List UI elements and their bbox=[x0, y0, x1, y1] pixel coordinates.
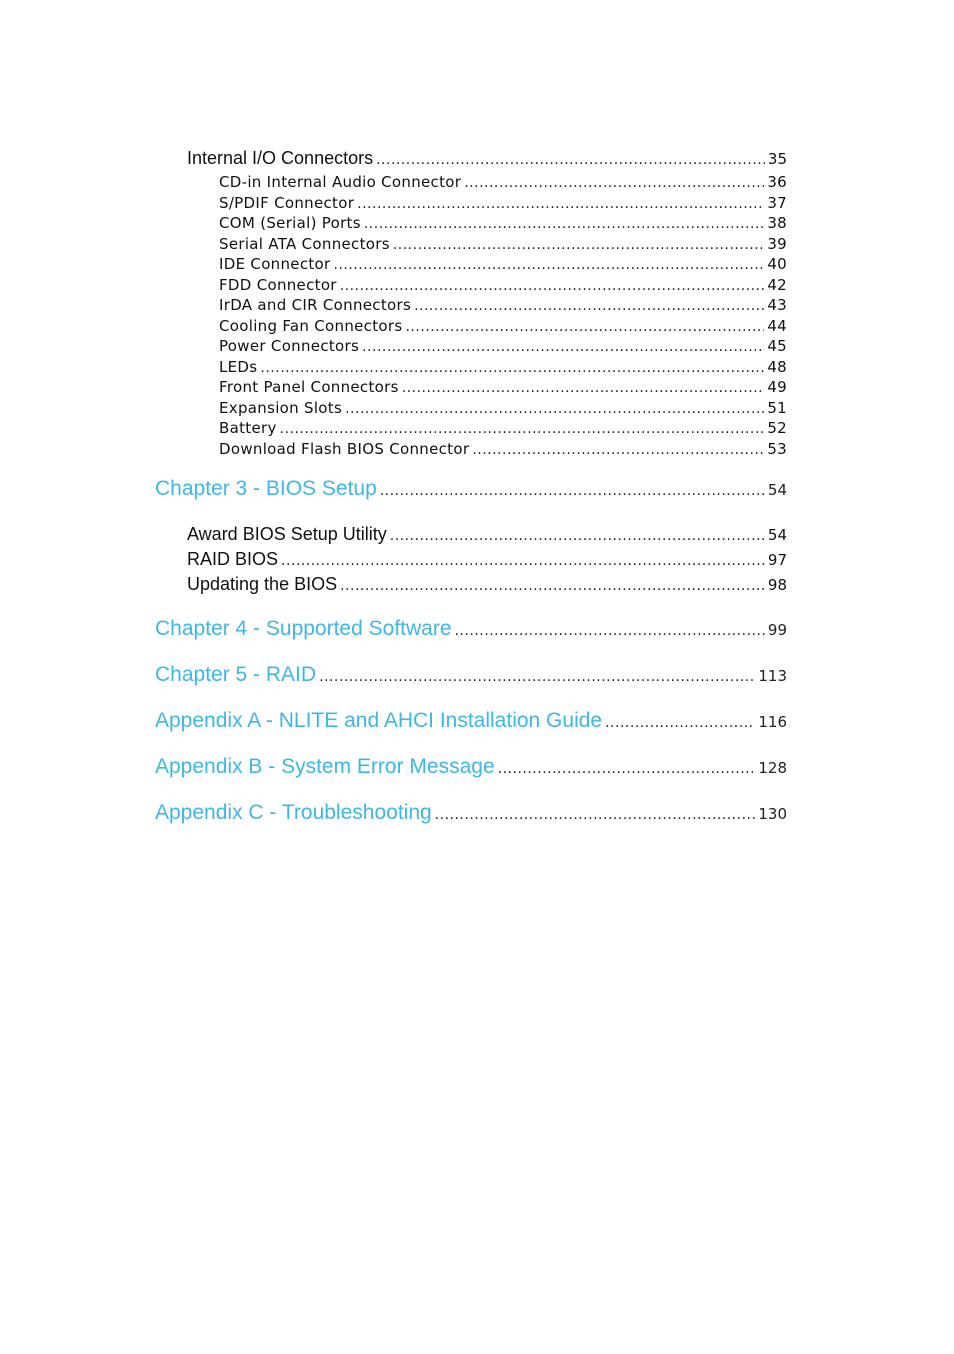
dot-leader bbox=[260, 360, 764, 376]
toc-subentry[interactable] bbox=[155, 276, 787, 297]
dot-leader bbox=[362, 339, 764, 355]
toc-page-number: 45 bbox=[767, 337, 787, 355]
toc-page-number: 38 bbox=[767, 214, 787, 232]
toc-chapter-5[interactable] bbox=[155, 663, 787, 693]
dot-leader bbox=[498, 761, 756, 777]
toc-page-number: 37 bbox=[767, 193, 787, 212]
toc-page-number: 40 bbox=[767, 255, 787, 273]
toc-page-number: 48 bbox=[767, 357, 787, 376]
toc-subentry[interactable] bbox=[155, 235, 787, 256]
toc-page-number: 42 bbox=[767, 275, 787, 294]
dot-leader bbox=[455, 623, 765, 639]
toc-subentry-label: FDD Connector bbox=[219, 275, 337, 294]
toc-chapter-4[interactable] bbox=[155, 617, 787, 647]
toc-page-number: 54 bbox=[767, 481, 787, 499]
toc-page-number: 53 bbox=[767, 439, 787, 458]
toc-chapter-3[interactable] bbox=[155, 477, 787, 507]
toc-page-number: 51 bbox=[767, 398, 787, 417]
toc-chapter-label: Chapter 3 - BIOS Setup bbox=[155, 477, 377, 500]
toc-subentry[interactable] bbox=[155, 440, 787, 461]
dot-leader bbox=[357, 196, 764, 212]
toc-subentry-label: Download Flash BIOS Connector bbox=[219, 439, 470, 458]
dot-leader bbox=[319, 669, 755, 685]
toc-subentry[interactable] bbox=[155, 378, 787, 399]
toc-page-number: 130 bbox=[758, 805, 787, 823]
toc-subentry[interactable] bbox=[155, 173, 787, 194]
toc-subentry-label: Expansion Slots bbox=[219, 398, 343, 417]
toc-subentry[interactable] bbox=[155, 214, 787, 235]
toc-subentry-label: IrDA and CIR Connectors bbox=[219, 296, 412, 314]
dot-leader bbox=[393, 237, 764, 253]
dot-leader bbox=[340, 578, 765, 594]
dot-leader bbox=[334, 257, 765, 273]
toc-appendix-label: Appendix B - System Error Message bbox=[155, 755, 495, 778]
toc-chapter-label: Chapter 5 - RAID bbox=[155, 663, 317, 686]
toc-entry-label: Updating the BIOS bbox=[187, 574, 338, 594]
toc-subentry[interactable] bbox=[155, 419, 787, 440]
dot-leader bbox=[345, 401, 764, 417]
toc-appendix-a[interactable] bbox=[155, 709, 787, 739]
toc-entry-label: Internal I/O Connectors bbox=[187, 148, 374, 168]
table-of-contents bbox=[155, 148, 787, 831]
toc-subentry[interactable] bbox=[155, 317, 787, 338]
dot-leader bbox=[605, 715, 755, 731]
toc-entry[interactable] bbox=[155, 574, 787, 599]
toc-subentry-label: Power Connectors bbox=[219, 337, 360, 355]
toc-entry-label: Award BIOS Setup Utility bbox=[187, 524, 387, 544]
dot-leader bbox=[435, 807, 756, 823]
toc-page-number: 98 bbox=[767, 576, 787, 594]
toc-page-number: 52 bbox=[767, 419, 787, 437]
toc-appendix-b[interactable] bbox=[155, 755, 787, 785]
dot-leader bbox=[380, 483, 765, 499]
toc-subentry[interactable] bbox=[155, 296, 787, 317]
toc-subentry-label: Battery bbox=[219, 419, 277, 437]
toc-subentry-label: LEDs bbox=[219, 357, 258, 376]
toc-subentry[interactable] bbox=[155, 358, 787, 379]
toc-subentry[interactable] bbox=[155, 255, 787, 276]
toc-subentry-label: S/PDIF Connector bbox=[219, 193, 355, 212]
toc-subentry[interactable] bbox=[155, 337, 787, 358]
toc-subentry-label: CD-in Internal Audio Connector bbox=[219, 173, 462, 191]
toc-subentry[interactable] bbox=[155, 399, 787, 420]
dot-leader bbox=[402, 380, 765, 396]
dot-leader bbox=[472, 442, 764, 458]
toc-subentry-label: COM (Serial) Ports bbox=[219, 214, 361, 232]
toc-entry-internal-io[interactable] bbox=[155, 148, 787, 173]
toc-page-number: 36 bbox=[767, 173, 787, 191]
toc-subentry[interactable] bbox=[155, 194, 787, 215]
toc-subentry-label: IDE Connector bbox=[219, 255, 331, 273]
dot-leader bbox=[280, 421, 765, 437]
toc-page-number: 97 bbox=[767, 551, 787, 569]
dot-leader bbox=[390, 528, 765, 544]
toc-page-number: 128 bbox=[758, 759, 787, 777]
toc-entry[interactable] bbox=[155, 549, 787, 574]
toc-appendix-label: Appendix C - Troubleshooting bbox=[155, 801, 432, 824]
dot-leader bbox=[376, 152, 765, 168]
toc-subentry-label: Cooling Fan Connectors bbox=[219, 316, 403, 335]
toc-subentry-label: Serial ATA Connectors bbox=[219, 234, 390, 253]
toc-page-number: 54 bbox=[767, 526, 787, 544]
toc-page-number: 49 bbox=[767, 378, 787, 396]
toc-chapter-label: Chapter 4 - Supported Software bbox=[155, 617, 452, 640]
toc-appendix-c[interactable] bbox=[155, 801, 787, 831]
toc-entry[interactable] bbox=[155, 524, 787, 549]
dot-leader bbox=[414, 298, 764, 314]
toc-page-number: 44 bbox=[767, 316, 787, 335]
toc-subentry-label: Front Panel Connectors bbox=[219, 378, 399, 396]
toc-page-number: 113 bbox=[758, 667, 787, 685]
toc-page-number: 43 bbox=[767, 296, 787, 314]
dot-leader bbox=[464, 175, 764, 191]
toc-page-number: 39 bbox=[767, 234, 787, 253]
toc-page-number: 35 bbox=[767, 150, 787, 168]
toc-entry-label: RAID BIOS bbox=[187, 549, 279, 569]
dot-leader bbox=[340, 278, 765, 294]
toc-appendix-label: Appendix A - NLITE and AHCI Installation Guide bbox=[155, 709, 603, 732]
dot-leader bbox=[281, 553, 765, 569]
dot-leader bbox=[405, 319, 764, 335]
dot-leader bbox=[364, 216, 764, 232]
toc-page-number: 99 bbox=[767, 621, 787, 639]
toc-page-number: 116 bbox=[758, 713, 787, 731]
